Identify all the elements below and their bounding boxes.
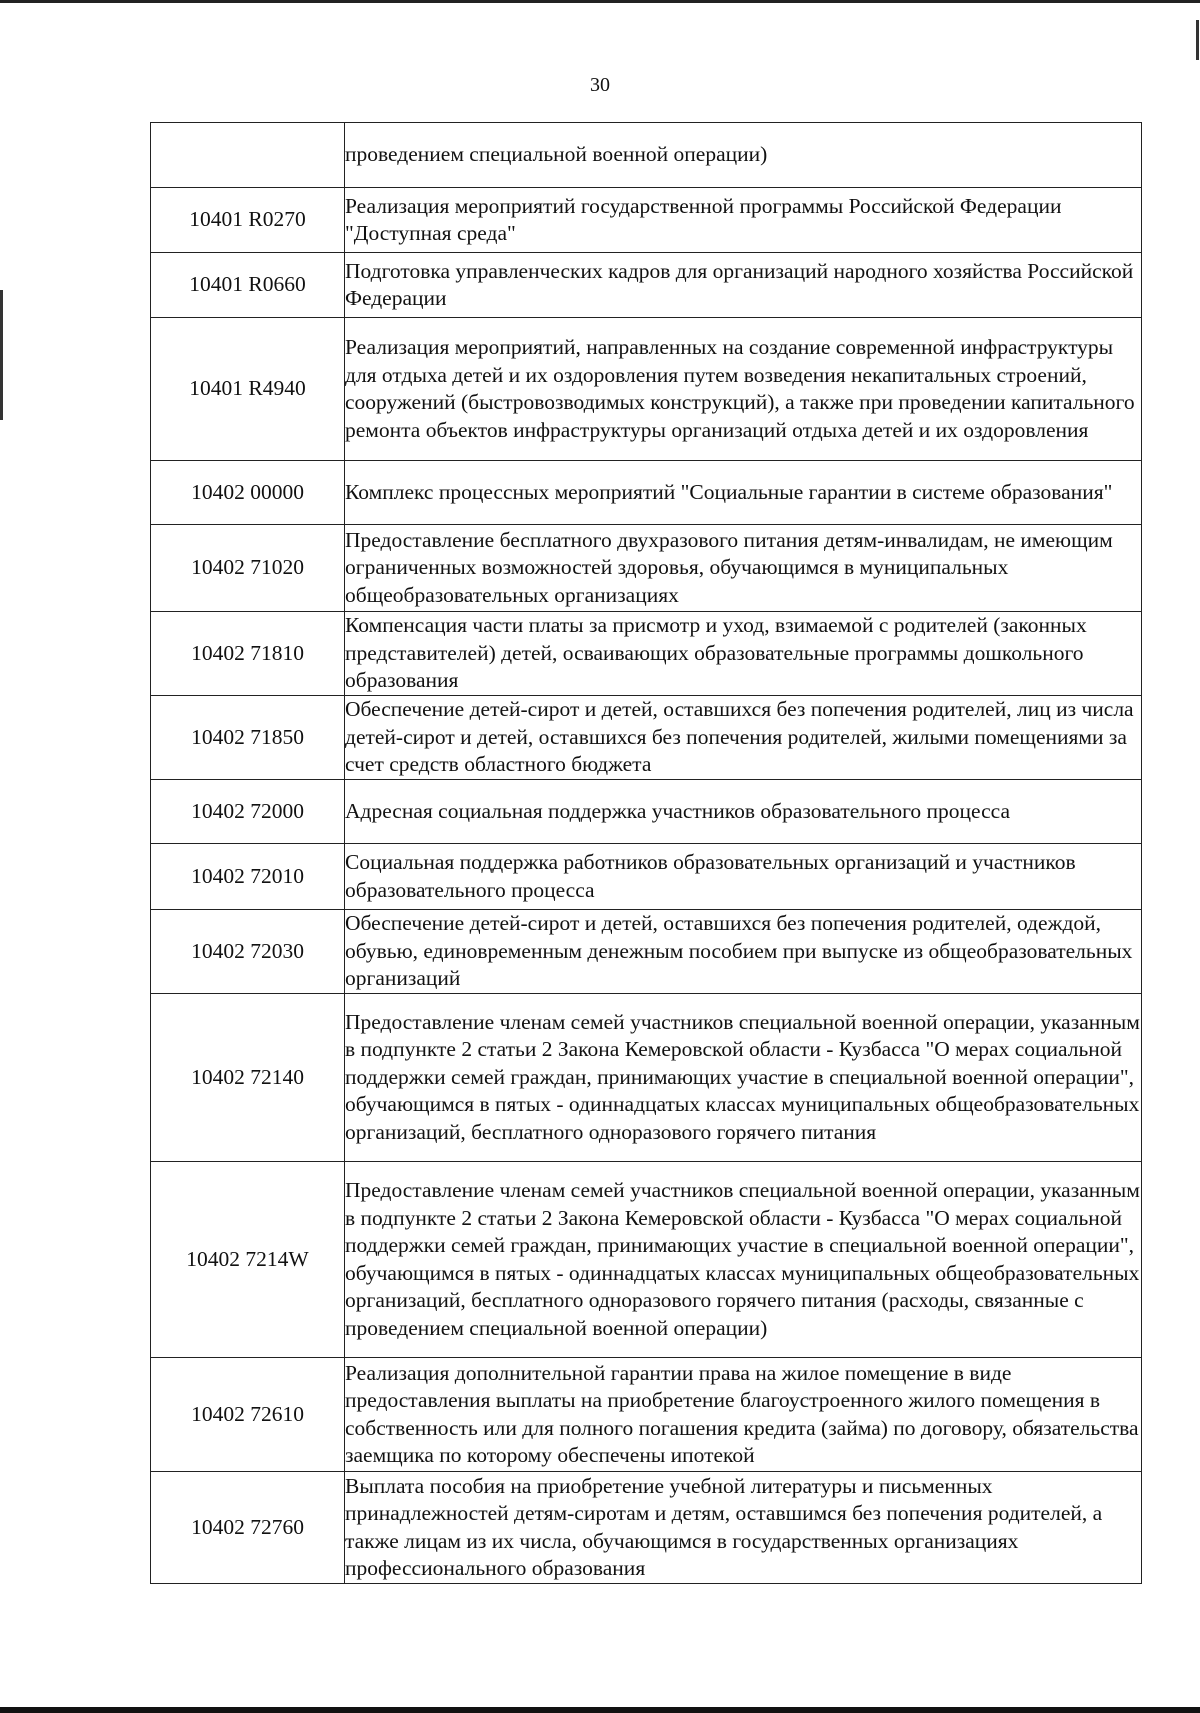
code-cell: 10402 72030 xyxy=(151,910,345,994)
code-cell: 10402 71850 xyxy=(151,696,345,780)
description-cell: Реализация мероприятий государственной программы Российской Федерации "Доступная среда" xyxy=(345,188,1142,253)
table-row xyxy=(151,123,1142,188)
description-cell: Компенсация части платы за присмотр и уход, взимаемой с родителей (законных представителей) детей, осваивающих образовательные программы дошкольного образования xyxy=(345,612,1142,696)
table-row xyxy=(151,910,1142,994)
code-cell: 10402 71810 xyxy=(151,612,345,696)
description-cell: Комплекс процессных мероприятий "Социальные гарантии в системе образования" xyxy=(345,461,1142,525)
table-row xyxy=(151,525,1142,612)
scan-edge-top xyxy=(0,0,1200,3)
table-row xyxy=(151,318,1142,461)
description-cell: проведением специальной военной операции) xyxy=(345,123,1142,188)
code-cell: 10402 72610 xyxy=(151,1358,345,1472)
code-cell xyxy=(151,123,345,188)
description-cell: Предоставление членам семей участников специальной военной операции, указанным в подпункте 2 статьи 2 Закона Кемеровской области - Кузбасса "О мерах социальной поддержки семей граждан, принимающих участие в специальной военной операции", обучающимся в пятых - одиннадцатых классах муниципальных общеобразовательных организаций, бесплатного одноразового горячего питания xyxy=(345,994,1142,1162)
scan-edge-bottom xyxy=(0,1707,1200,1713)
description-cell: Обеспечение детей-сирот и детей, оставшихся без попечения родителей, лиц из числа детей-сирот и детей, оставшихся без попечения родителей, жилыми помещениями за счет средств областного бюджета xyxy=(345,696,1142,780)
code-cell: 10402 72760 xyxy=(151,1472,345,1584)
table-row xyxy=(151,612,1142,696)
scan-mark-right xyxy=(1196,20,1199,60)
table-row xyxy=(151,1358,1142,1472)
table-row xyxy=(151,1162,1142,1358)
description-cell: Адресная социальная поддержка участников образовательного процесса xyxy=(345,780,1142,844)
table-row xyxy=(151,188,1142,253)
description-cell: Социальная поддержка работников образовательных организаций и участников образовательного процесса xyxy=(345,844,1142,910)
page-number: 30 xyxy=(590,74,610,96)
description-cell: Предоставление бесплатного двухразового питания детям-инвалидам, не имеющим ограниченных возможностей здоровья, обучающимся в муниципальных общеобразовательных организациях xyxy=(345,525,1142,612)
table-row xyxy=(151,1472,1142,1584)
code-cell: 10402 72000 xyxy=(151,780,345,844)
description-cell: Обеспечение детей-сирот и детей, оставшихся без попечения родителей, одеждой, обувью, единовременным денежным пособием при выпуске из общеобразовательных организаций xyxy=(345,910,1142,994)
code-cell: 10401 R0660 xyxy=(151,253,345,318)
code-cell: 10401 R0270 xyxy=(151,188,345,253)
table-row xyxy=(151,994,1142,1162)
table-row xyxy=(151,696,1142,780)
code-cell: 10401 R4940 xyxy=(151,318,345,461)
code-cell: 10402 72010 xyxy=(151,844,345,910)
description-cell: Реализация дополнительной гарантии права на жилое помещение в виде предоставления выплаты на приобретение благоустроенного жилого помещения в собственность или для полного погашения кредита (займа) по договору, обязательства заемщика по которому обеспечены ипотекой xyxy=(345,1358,1142,1472)
table-row xyxy=(151,253,1142,318)
code-cell: 10402 7214W xyxy=(151,1162,345,1358)
table-row xyxy=(151,461,1142,525)
table-row xyxy=(151,780,1142,844)
description-cell: Предоставление членам семей участников специальной военной операции, указанным в подпункте 2 статьи 2 Закона Кемеровской области - Кузбасса "О мерах социальной поддержки семей граждан, принимающих участие в специальной военной операции", обучающимся в пятых - одиннадцатых классах муниципальных общеобразовательных организаций, бесплатного одноразового горячего питания (расходы, связанные с проведением специальной военной операции) xyxy=(345,1162,1142,1358)
description-cell: Выплата пособия на приобретение учебной литературы и письменных принадлежностей детям-сиротам и детям, оставшимся без попечения родителей, а также лицам из их числа, обучающимся в государственных организациях профессионального образования xyxy=(345,1472,1142,1584)
code-cell: 10402 71020 xyxy=(151,525,345,612)
code-cell: 10402 00000 xyxy=(151,461,345,525)
description-cell: Реализация мероприятий, направленных на создание современной инфраструктуры для отдыха детей и их оздоровления путем возведения некапитальных строений, сооружений (быстровозводимых конструкций), а также при проведении капитального ремонта объектов инфраструктуры организаций отдыха детей и их оздоровления xyxy=(345,318,1142,461)
description-cell: Подготовка управленческих кадров для организаций народного хозяйства Российской Федерации xyxy=(345,253,1142,318)
budget-codes-table xyxy=(150,122,1142,1584)
scan-mark-left xyxy=(0,290,3,420)
code-cell: 10402 72140 xyxy=(151,994,345,1162)
table-row xyxy=(151,844,1142,910)
